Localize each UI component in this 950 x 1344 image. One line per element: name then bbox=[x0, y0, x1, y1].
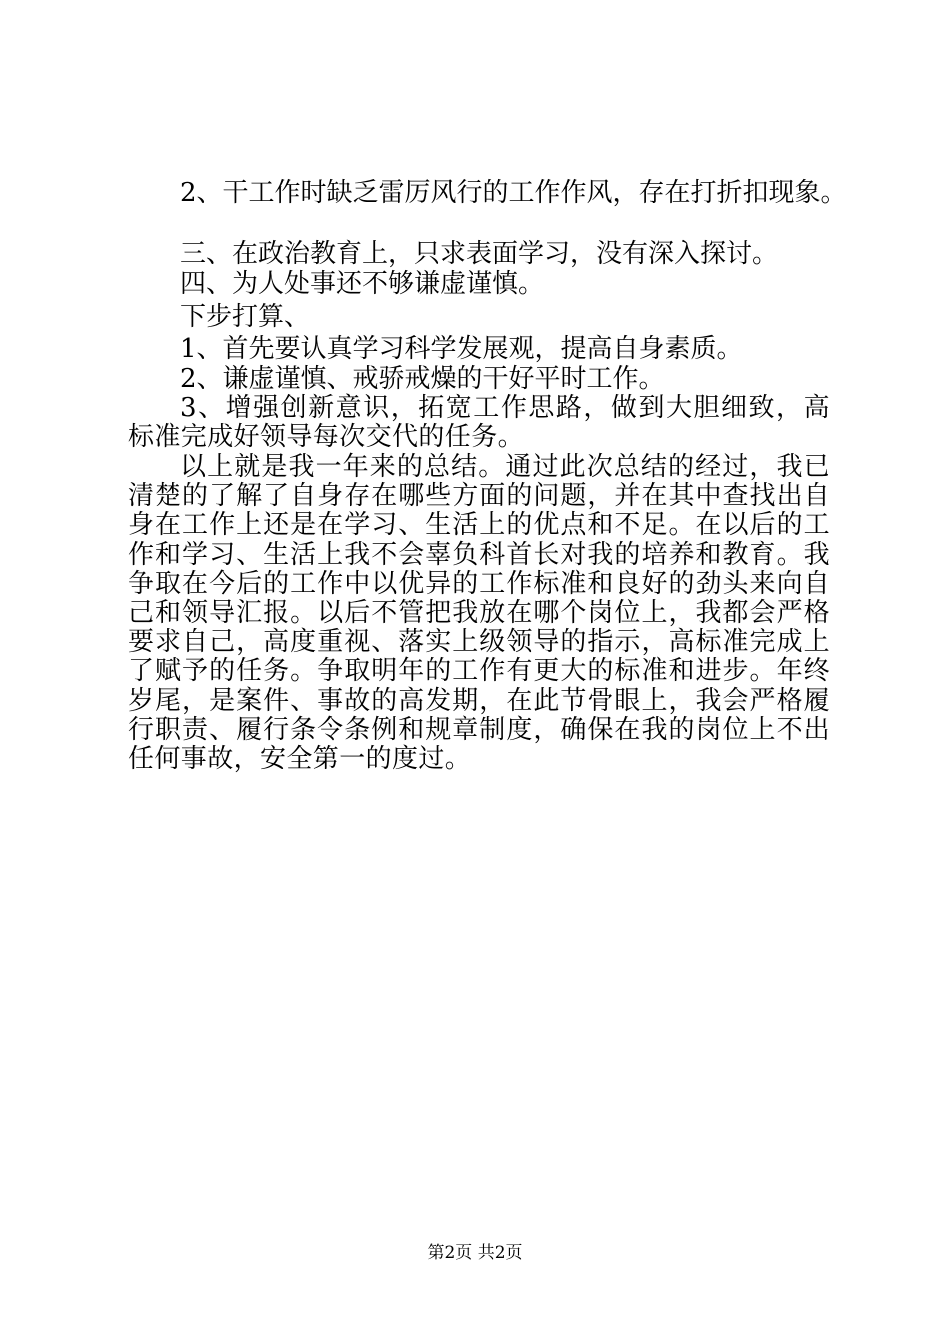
text-line-next-plan-heading: 下步打算、 bbox=[180, 302, 311, 332]
text-line-point-4: 四、为人处事还不够谦虚谨慎。 bbox=[180, 269, 545, 299]
text-line-point-3: 三、在政治教育上，只求表面学习，没有深入探讨。 bbox=[180, 239, 779, 269]
paragraph-plan-3: 3、增强创新意识，拓宽工作思路，做到大胆细致，高标准完成好领导每次交代的任务。 bbox=[128, 393, 830, 453]
page-footer: 第2页 共2页 bbox=[427, 1243, 523, 1263]
paragraph-summary: 以上就是我一年来的总结。通过此次总结的经过，我已清楚的了解了自身存在哪些方面的问题，并在其中查找出自身在工作上还是在学习、生活上的优点和不足。在以后的工作和学习、生活上我不会辜负科首长对我的培养和教育。我争取在今后的工作中以优异的工作标准和良好的劲头来向自己和领导汇报。以后不管把我放在哪个岗位上，我都会严格要求自己，高度重视、落实上级领导的指示，高标准完成上了赋予的任务。争取明年的工作有更大的标准和进步。年终岁尾，是案件、事故的高发期，在此节骨眼上，我会严格履行职责、履行条令条例和规章制度，确保在我的岗位上不出任何事故，安全第一的度过。 bbox=[128, 452, 830, 775]
text-line-plan-2: 2、谦虚谨慎、戒骄戒燥的干好平时工作。 bbox=[180, 364, 665, 394]
text-line-shortcoming-2: 2、干工作时缺乏雷厉风行的工作作风，存在打折扣现象。 bbox=[180, 178, 847, 208]
text-line-plan-1: 1、首先要认真学习科学发展观，提高自身素质。 bbox=[180, 334, 743, 364]
